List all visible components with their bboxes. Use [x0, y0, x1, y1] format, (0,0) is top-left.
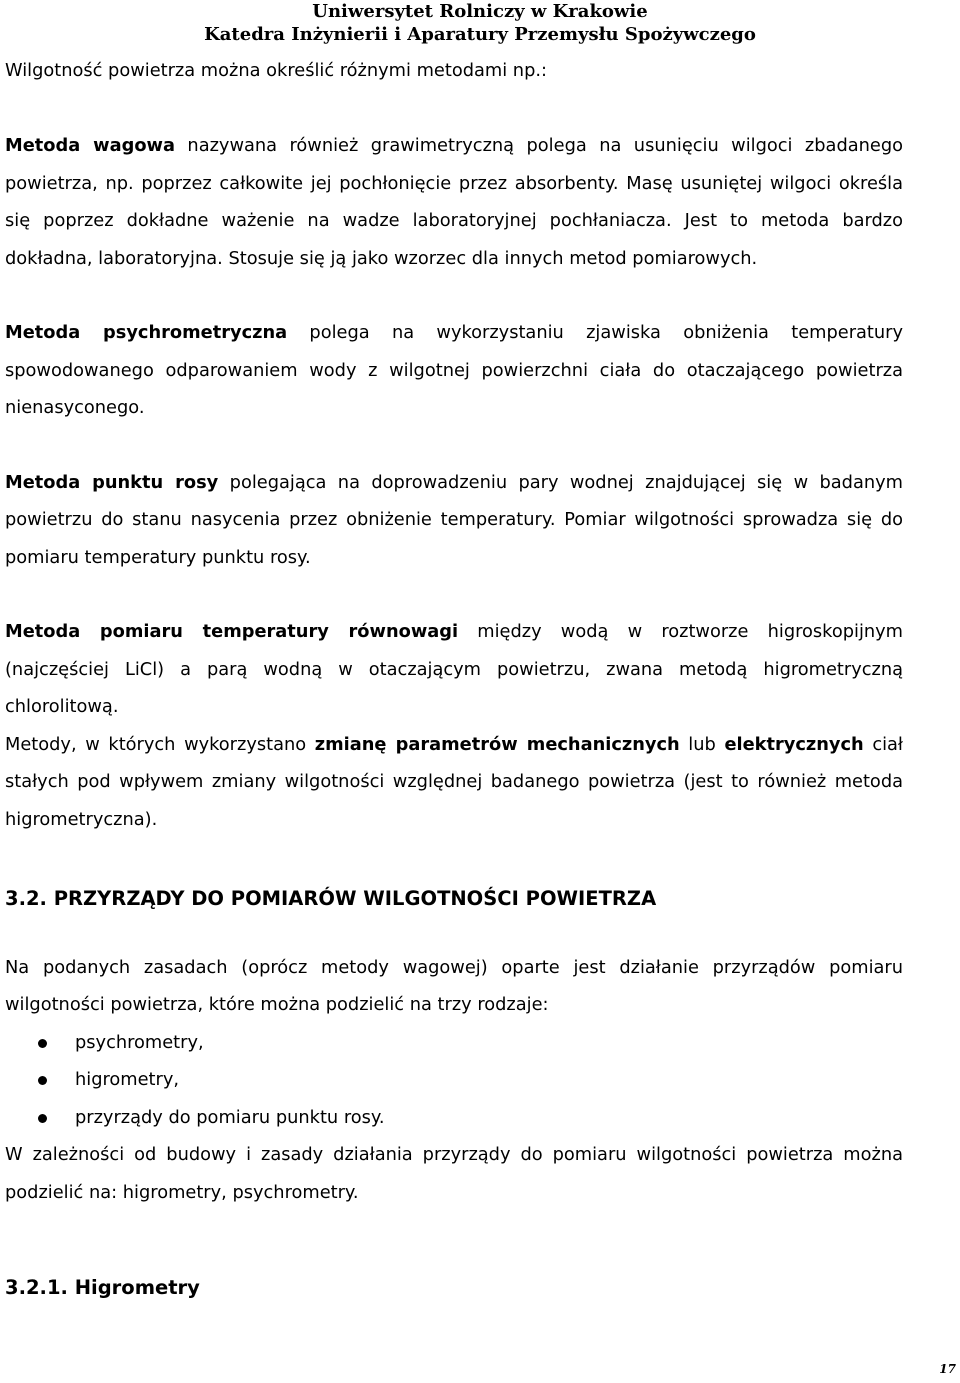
list-item: [5, 1024, 903, 1062]
bullet-icon: [38, 1076, 47, 1085]
paragraph-text: polegająca na doprowadzeniu pary wodnej znajdującej się w badanym powietrzu do stanu nasycenia przez obniżenie temperatury. Pomiar wilgotności sprowadza się do pomiaru temperatury punktu rosy.: [5, 471, 903, 568]
term-elektryczne: elektrycznych: [724, 733, 864, 755]
term-metoda-punktu-rosy: Metoda punktu rosy: [5, 471, 219, 493]
instrument-list: [5, 1024, 903, 1137]
paragraph-zaleznosc: W zależności od budowy i zasady działania przyrządy do pomiaru wilgotności powietrza można podzielić na: higrometry, psychrometry.: [5, 1144, 903, 1203]
paragraph-text: lub: [679, 733, 725, 755]
page-header: [0, 0, 960, 46]
paragraph-metody-mechaniczne: [5, 726, 903, 839]
header-university: Uniwersytet Rolniczy w Krakowie: [312, 1, 648, 22]
paragraph-text: polega na wykorzystaniu zjawiska obniżenia temperatury spowodowanego odparowaniem wody z wilgotnej powierzchni ciała do otaczającego powietrza nienasyconego.: [5, 322, 903, 418]
paragraph-text: ciał stałych pod wpływem zmiany wilgotności względnej badanego powietrza (jest to również metoda higrometryczna).: [5, 733, 903, 830]
paragraph-text: nazywana również grawimetryczną polega na usunięciu wilgoci zbadanego powietrza, np. poprzez całkowite jej pochłonięcie przez absorbenty. Masę usuniętej wilgoci określa się poprzez dokładne ważenie na wadze laboratoryjnej pochłaniacza. Jest to metoda bardzo dokładna, laboratoryjna. Stosuje się ją jako wzorzec dla innych metod pomiarowych.: [5, 135, 904, 269]
header-department: Katedra Inżynierii i Aparatury Przemysłu Spożywczego: [204, 24, 756, 45]
paragraph-text: między wodą w roztworze higroskopijnym (najczęściej LiCl) a parą wodną w otaczającym powietrzu, zwana metodą higrometryczną chlorolitową.: [5, 621, 903, 717]
list-item: [5, 1061, 903, 1099]
term-metoda-psychrometryczna: Metoda psychrometryczna: [5, 322, 288, 343]
bullet-icon: [38, 1039, 47, 1048]
list-item-label: psychrometry,: [75, 1031, 204, 1053]
paragraph-metoda-punktu-rosy: [5, 464, 903, 577]
paragraph-metoda-wagowa: [5, 127, 903, 277]
section-heading: 3.2. PRZYRZĄDY DO POMIARÓW WILGOTNOŚCI POWIETRZA: [5, 887, 657, 910]
page-number: 17: [939, 1362, 956, 1376]
bullet-icon: [38, 1114, 47, 1123]
paragraph-metoda-psychrometryczna: [5, 314, 903, 427]
paragraph-zasady: Na podanych zasadach (oprócz metody wagowej) oparte jest działanie przyrządów pomiaru wilgotności powietrza, które można podzielić na trzy rodzaje:: [5, 956, 903, 1015]
paragraph-metoda-rownowagi: [5, 613, 903, 726]
list-item: [5, 1099, 903, 1137]
intro-paragraph: Wilgotność powietrza można określić różnymi metodami np.:: [5, 60, 548, 81]
subsection-heading: 3.2.1. Higrometry: [5, 1276, 200, 1299]
paragraph-text: Metody, w których wykorzystano: [5, 733, 315, 755]
term-metoda-wagowa: Metoda wagowa: [5, 135, 175, 156]
list-item-label: higrometry,: [75, 1069, 180, 1090]
page-content: [5, 52, 903, 1307]
term-parametry-mechaniczne: zmianę parametrów mechanicznych: [314, 733, 680, 755]
list-item-label: przyrządy do pomiaru punktu rosy.: [75, 1106, 385, 1128]
term-metoda-rownowagi: Metoda pomiaru temperatury równowagi: [5, 621, 459, 642]
